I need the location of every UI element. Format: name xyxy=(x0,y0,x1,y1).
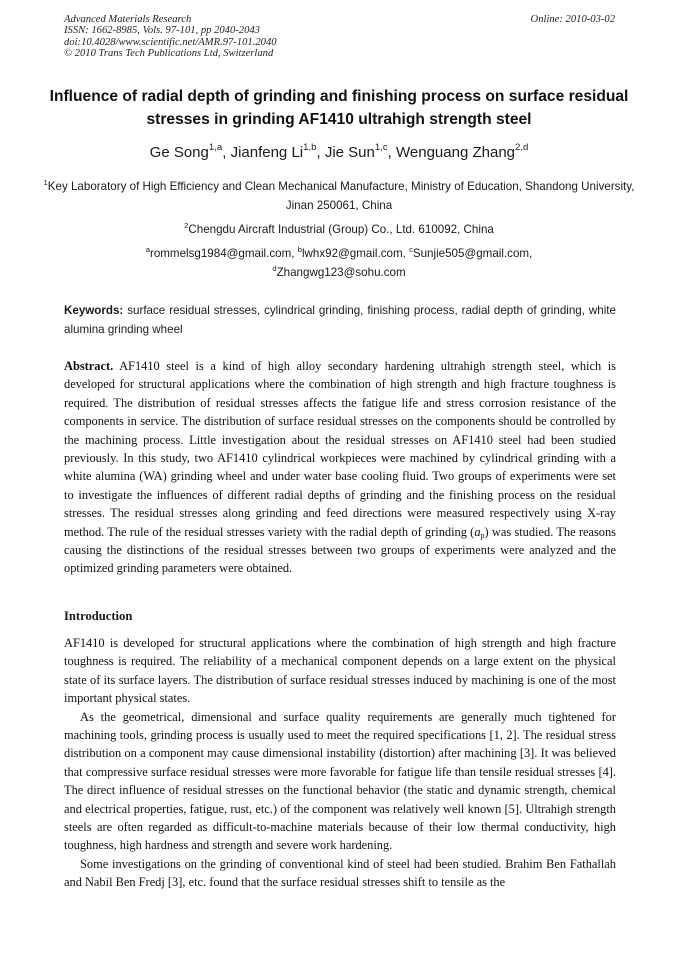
email-sup: b xyxy=(297,245,302,254)
copyright: © 2010 Trans Tech Publications Ltd, Switzerland xyxy=(64,48,274,60)
email: rommelsg1984@gmail.com xyxy=(149,247,292,260)
author-list: Ge Song$^{1,a}$, Jianfeng Li$^{1,b}$, Jie Sun$^{1,c}$, Wenguang Zhang$^{2,d}$ xyxy=(149,142,529,161)
affiliation-text: Key Laboratory of High Efficiency and Clean Mechanical Manufacture, Ministry of Education, Shandong University, Jinan 250061, China xyxy=(47,180,635,212)
affiliation-1 xyxy=(40,177,638,215)
symbol-a: a xyxy=(474,524,481,539)
author-sup: 1,b xyxy=(303,142,317,153)
email: Zhangwg123@sohu.com xyxy=(276,266,406,279)
paragraph: As the geometrical, dimensional and surface quality requirements are generally much tightened for machining tools, grinding process is usually used to meet the required specifications [1, 2]. The residual stress distribution on a component may cause dimensional instability (distortion) after machining [3]. It was believed that compressive surface residual stresses were more favorable for fatigue life than tensile residual stresses [4]. The direct influence of residual stresses on the functional behavior (the static and dynamic strength, chemical and electrical properties, fatigue, rust, etc.) of the component was relatively well known [5]. Ultrahigh strength steels are often regarded as difficult-to-machine materials because of their low thermal conductivity, high toughness, high hardness and strength and severe work hardening. xyxy=(64,709,616,853)
journal-header xyxy=(64,14,464,60)
section-heading-introduction: Introduction xyxy=(64,609,133,623)
keywords-label: Keywords: xyxy=(64,304,124,317)
abstract xyxy=(64,357,616,578)
abstract-label: Abstract. xyxy=(64,359,114,373)
affiliation-text: Chengdu Aircraft Industrial (Group) Co., Ltd. 610092, China xyxy=(188,223,494,236)
email-sup: d xyxy=(272,264,277,273)
email: Sunjie505@gmail.com xyxy=(412,247,530,260)
issn: ISSN: 1662-8985, Vols. 97-101, pp 2040-2043 xyxy=(64,25,260,37)
affiliation-sup: 1 xyxy=(43,178,48,187)
keywords xyxy=(64,301,616,339)
author-name: Jie Sun xyxy=(324,144,375,161)
abstract-text: AF1410 steel is a kind of high alloy secondary hardening ultrahigh strength steel, which is developed for structural applications where the combination of high strength and high fracture toughness is required. The distribution of residual stresses affects the fatigue life and stress corrosion resistance of the components in service. The distribution of surface residual stresses on the components should be controlled by the machining process. Little investigation about the residual stresses on AF1410 steel had been studied previously. In this study, two AF1410 cylindrical workpieces were machined by cylindrical grinding with a white alumina (WA) grinding wheel and under water base cooling fluid. Two groups of experiments were set to investigate the influences of different radial depths of grinding and the finishing process on the residual stresses. The residual stresses along grinding and feed directions were measured respectively using X-ray method. The rule of the residual stresses variety with the radial depth of grinding ( xyxy=(64,359,616,539)
journal-name: Advanced Materials Research xyxy=(64,14,192,25)
author-name: Jianfeng Li xyxy=(230,144,304,161)
email-sup: a xyxy=(145,245,150,254)
introduction-body xyxy=(64,634,616,892)
author-name: Ge Song xyxy=(149,144,209,161)
online-date: Online: 2010-03-02 xyxy=(530,14,615,25)
email-sup: c xyxy=(409,245,413,254)
paragraph: Some investigations on the grinding of conventional kind of steel had been studied. Brahim Ben Fathallah and Nabil Ben Fredj [3], etc. found that the surface residual stresses shift to tensile as the xyxy=(64,856,616,890)
doi: doi:10.4028/www.scientific.net/AMR.97-101.2040 xyxy=(64,36,277,48)
paper-title: Influence of radial depth of grinding and finishing process on surface residual stresses in grinding AF1410 ultrahigh strength steel xyxy=(49,88,629,128)
keywords-text: surface residual stresses, cylindrical grinding, finishing process, radial depth of grinding, white alumina grinding wheel xyxy=(64,304,616,336)
author-sup: 2,d xyxy=(515,142,529,153)
author-name: Wenguang Zhang xyxy=(396,144,515,161)
email: lwhx92@gmail.com xyxy=(301,247,403,260)
email-list: $^a$rommelsg1984@gmail.com, $^b$lwhx92@gmail.com, $^c$Sunjie505@gmail.com, $^d$Zhangwg123@sohu.com xyxy=(145,245,533,279)
author-sup: 1,c xyxy=(374,142,388,153)
paragraph: AF1410 is developed for structural applications where the combination of high strength and high fracture toughness is required. The reliability of a mechanical component depends on a large extent on the physical state of its surface layers. The distribution of surface residual stresses induced by machining is one of the most important physical states. xyxy=(64,636,616,706)
author-sup: 1,a xyxy=(208,142,223,153)
affiliation-2 xyxy=(40,220,638,239)
abstract-text-end: ) was studied. The reasons causing the distinctions of the residual stresses between two groups of experiments were analyzed and the optimized grinding parameters were obtained. xyxy=(64,524,616,576)
affiliation-sup: 2 xyxy=(184,221,189,230)
symbol-sub-p: p xyxy=(480,530,485,540)
